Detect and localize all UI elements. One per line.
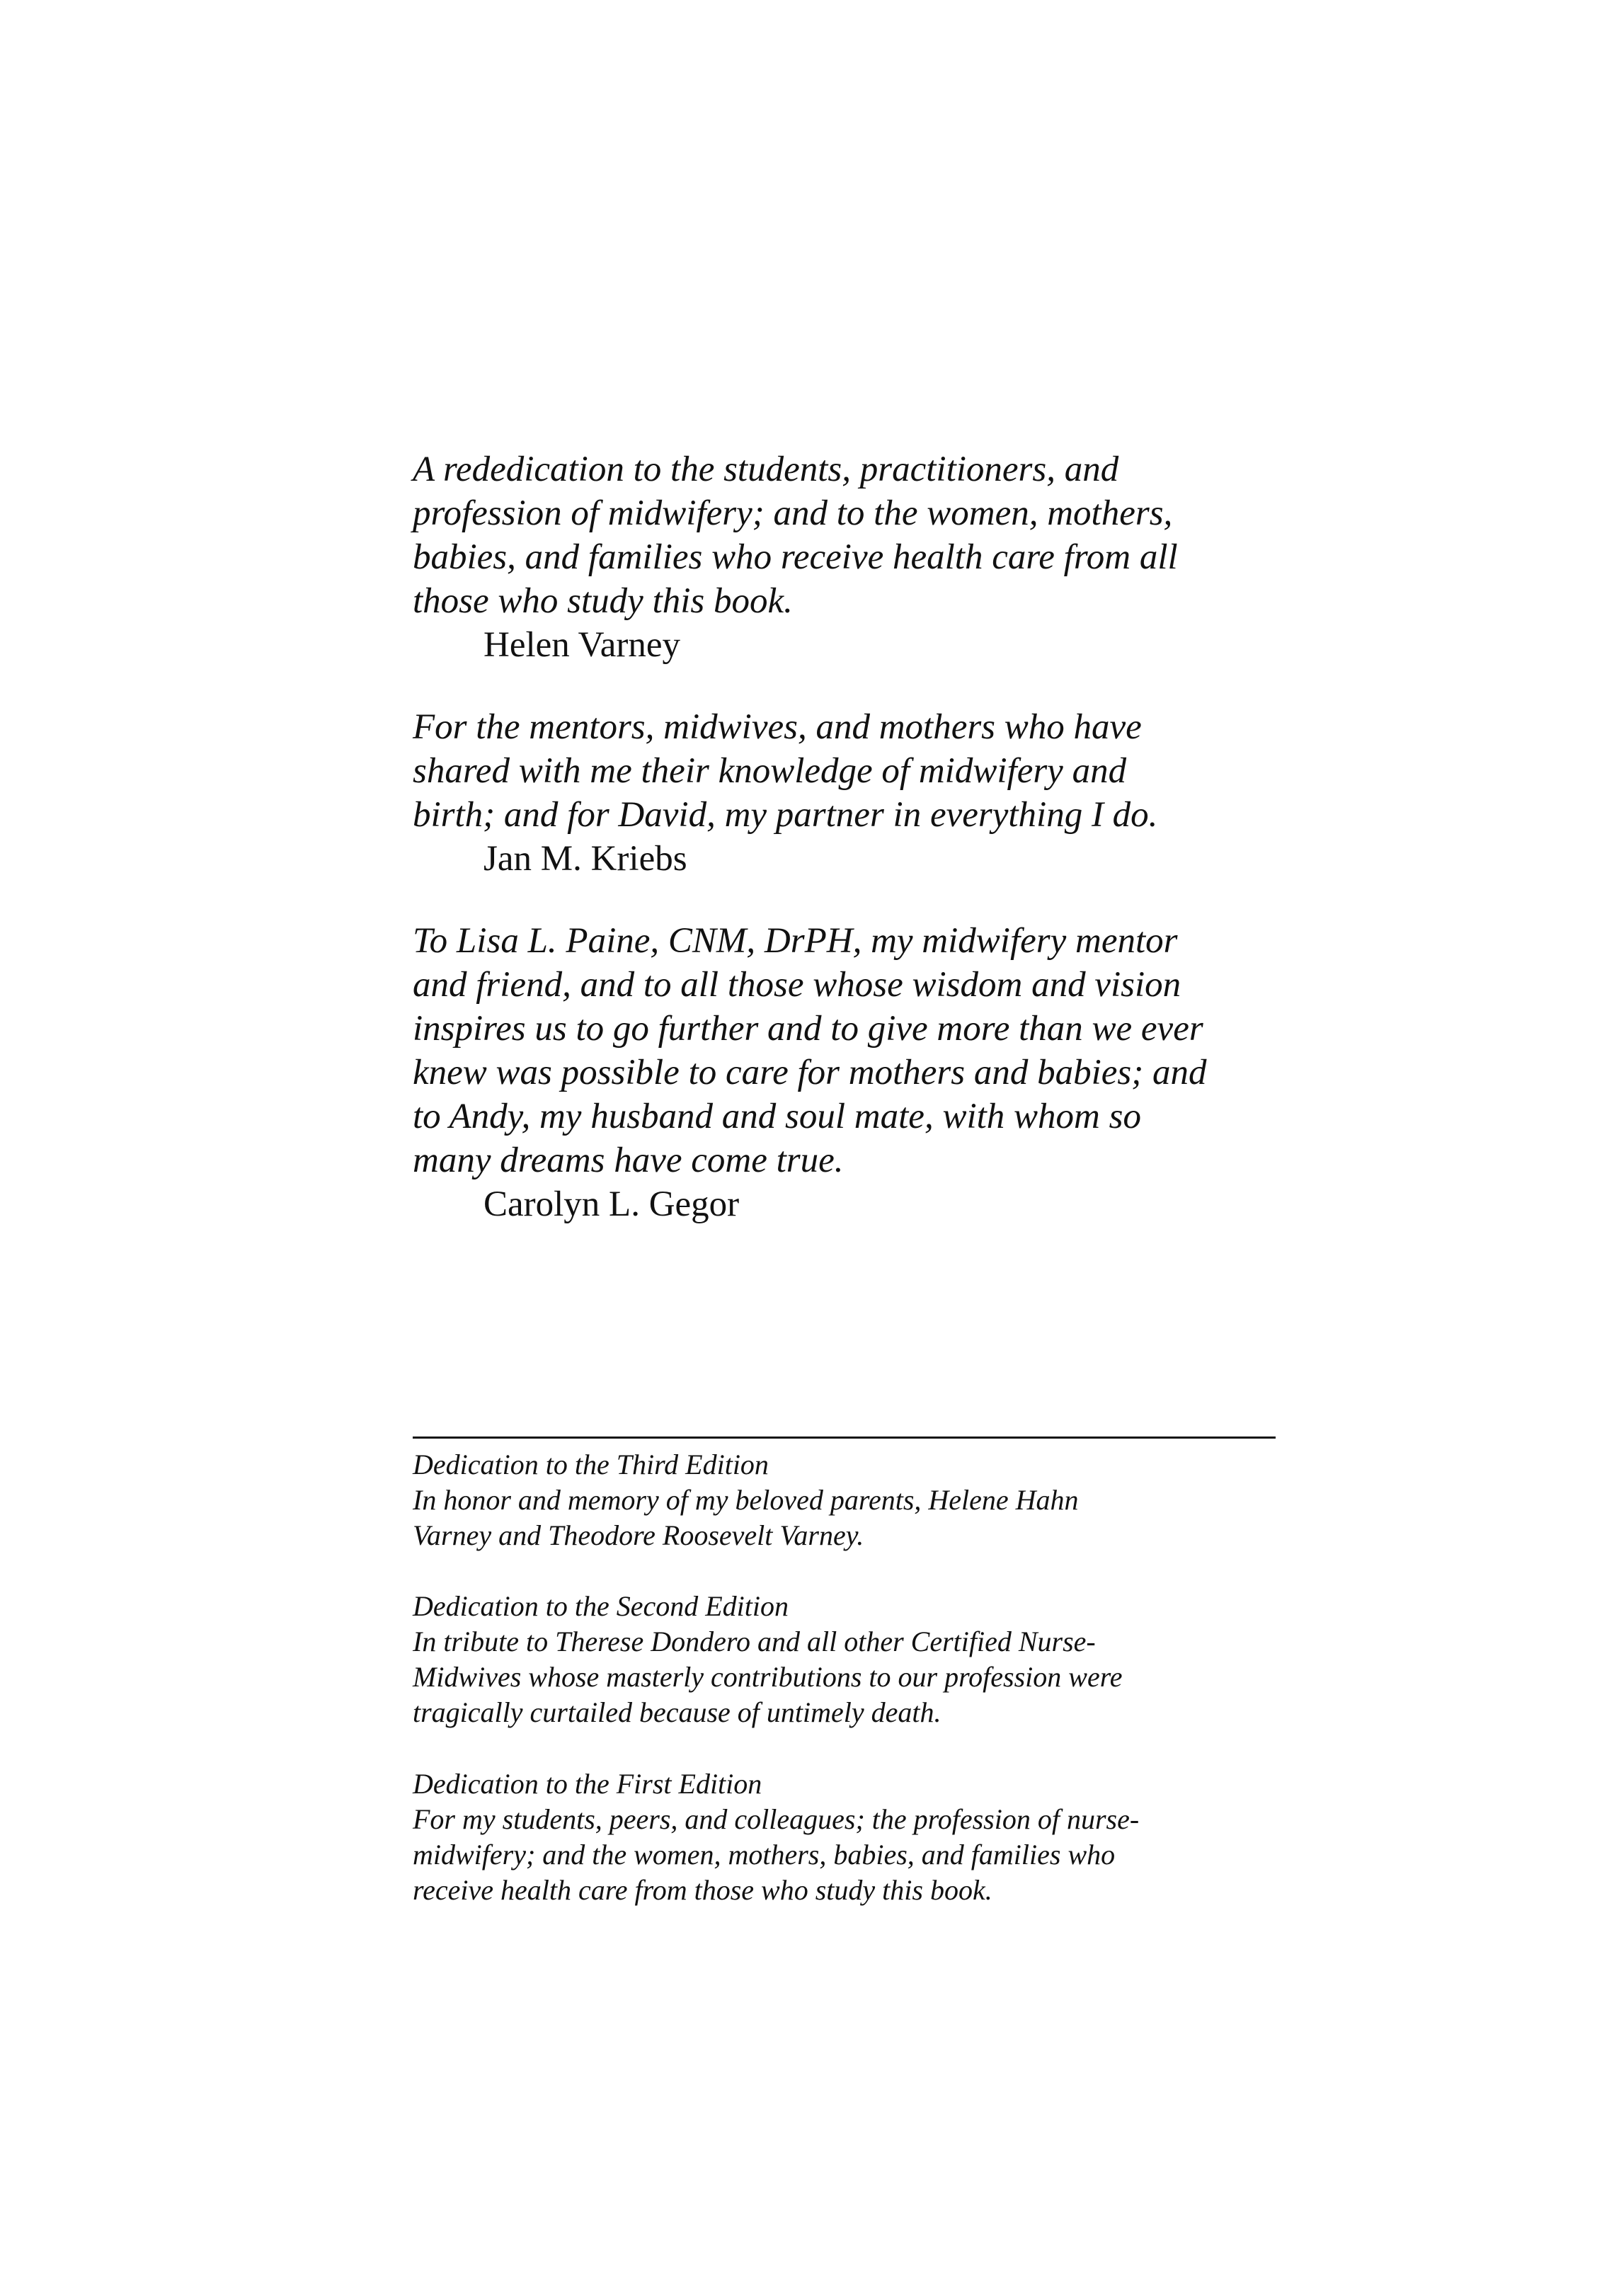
dedication-text: For the mentors, midwives, and mothers who have shared with me their knowledge of midwifery and birth; and for David, my partner in everything I do. <box>413 707 1158 835</box>
dedication-gegor <box>413 919 1283 1226</box>
prior-edition-third <box>413 1447 1283 1553</box>
dedication-text: To Lisa L. Paine, CNM, DrPH, my midwifery mentor and friend, and to all those whose wisdom and vision inspires us to go further and to give more than we ever knew was possible to care for mothers and babies; and to Andy, my husband and soul mate, with whom so many dreams have come true. <box>413 921 1207 1180</box>
prior-edition-first <box>413 1766 1283 1908</box>
prior-edition-heading: Dedication to the First Edition <box>413 1768 762 1800</box>
dedication-kriebs <box>413 705 1283 881</box>
prior-edition-second <box>413 1589 1283 1730</box>
dedication-author: Carolyn L. Gegor <box>483 1184 740 1224</box>
prior-edition-text: For my students, peers, and colleagues; the profession of nurse- midwifery; and the women, mothers, babies, and families who receive health care from those who study this book. <box>413 1803 1140 1906</box>
dedication-author: Jan M. Kriebs <box>483 839 687 879</box>
prior-edition-heading: Dedication to the Third Edition <box>413 1449 769 1480</box>
prior-edition-text: In honor and memory of my beloved parents, Helene Hahn Varney and Theodore Roosevelt Varney. <box>413 1484 1079 1551</box>
prior-edition-text: In tribute to Therese Dondero and all other Certified Nurse- Midwives whose masterly contributions to our profession were tragically curtailed because of untimely death. <box>413 1626 1123 1728</box>
prior-edition-heading: Dedication to the Second Edition <box>413 1590 789 1622</box>
dedication-author: Helen Varney <box>483 625 681 665</box>
dedication-text: A rededication to the students, practitioners, and profession of midwifery; and to the women, mothers, babies, and families who receive health care from all those who study this book. <box>413 450 1178 621</box>
section-divider <box>413 1437 1276 1439</box>
dedication-varney <box>413 447 1283 667</box>
